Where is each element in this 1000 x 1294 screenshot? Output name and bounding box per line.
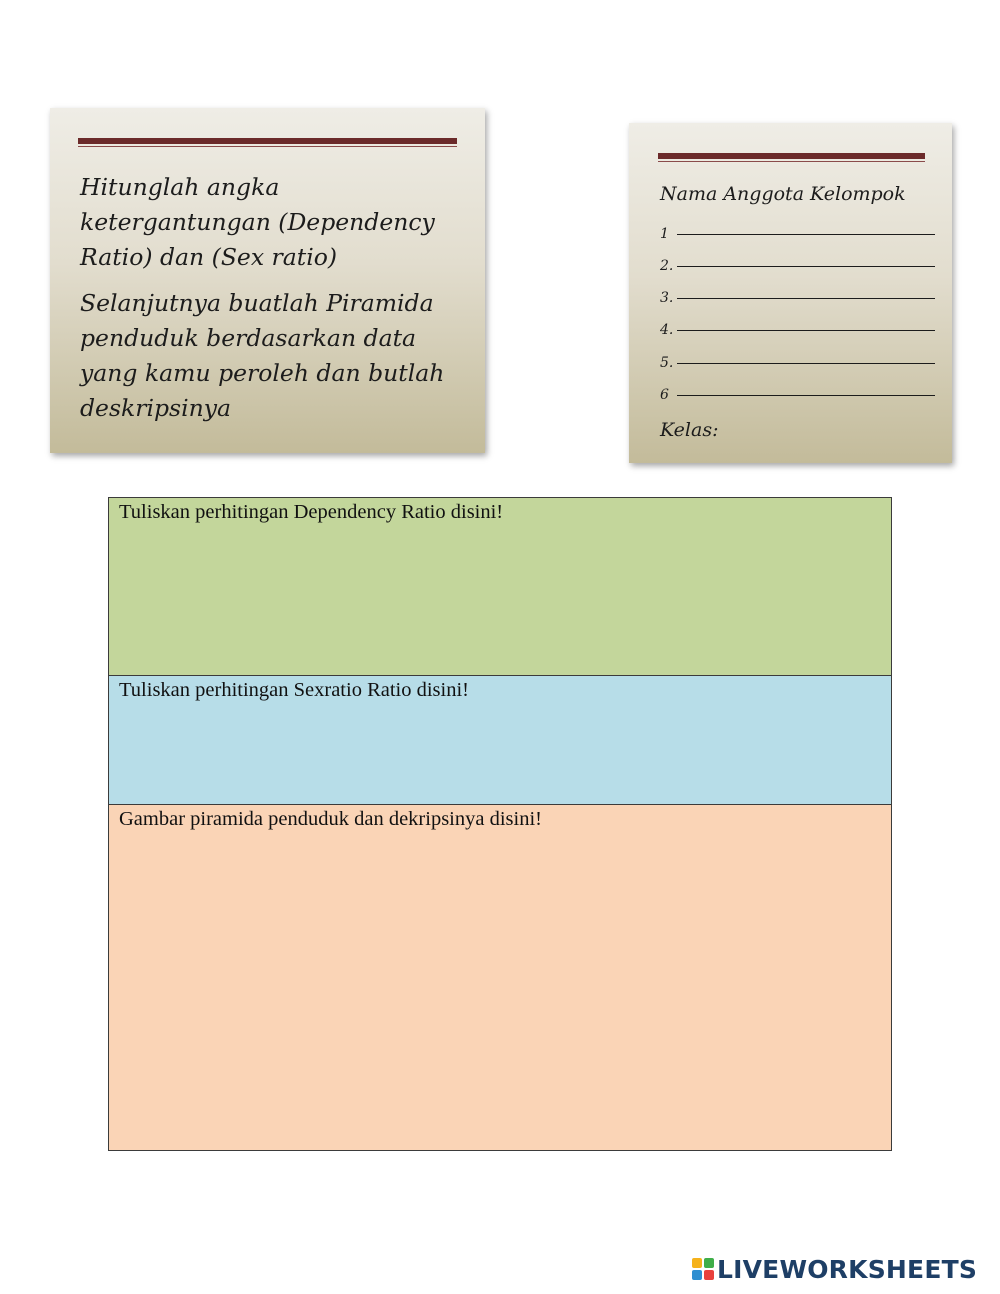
group-members-card [629,123,952,463]
member-number: 6 [660,387,669,403]
member-line-5[interactable] [660,353,935,373]
instruction-paragraph-2: Selanjutnya buatlah Piramida penduduk berdasarkan data yang kamu peroleh dan butlah deskripsinya [80,289,445,422]
member-line-2[interactable] [660,256,935,276]
sex-ratio-prompt: Tuliskan perhitingan Sexratio Ratio disini! [119,679,470,701]
member-number: 1 [660,226,669,242]
member-blank-line [677,266,935,267]
member-line-1[interactable] [660,224,935,244]
dependency-ratio-answer-box[interactable] [108,497,892,676]
sex-ratio-answer-box[interactable] [108,675,892,805]
member-blank-line [677,330,935,331]
member-number: 3. [660,290,674,306]
instruction-card [50,108,485,453]
population-pyramid-prompt: Gambar piramida penduduk dan dekripsinya disini! [119,808,542,830]
dependency-ratio-prompt: Tuliskan perhitingan Dependency Ratio disini! [119,501,504,523]
member-blank-line [677,363,935,364]
member-blank-line [677,395,935,396]
member-number: 4. [660,322,674,338]
group-members-title: Nama Anggota Kelompok [660,183,906,205]
population-pyramid-answer-box[interactable] [108,804,892,1151]
card-divider [78,138,457,144]
member-line-4[interactable] [660,320,935,340]
class-label: Kelas: [660,419,719,441]
member-line-6[interactable] [660,385,935,405]
liveworksheets-logo-icon [692,1258,714,1280]
member-line-3[interactable] [660,288,935,308]
liveworksheets-logo [692,1254,977,1284]
instruction-paragraph-1: Hitunglah angka ketergantungan (Dependency Ratio) dan (Sex ratio) [80,173,435,271]
liveworksheets-logo-text: LIVEWORKSHEETS [717,1254,978,1284]
card-divider [658,153,925,159]
member-blank-line [677,298,935,299]
member-number: 2. [660,258,674,274]
member-number: 5. [660,355,674,371]
member-blank-line [677,234,935,235]
